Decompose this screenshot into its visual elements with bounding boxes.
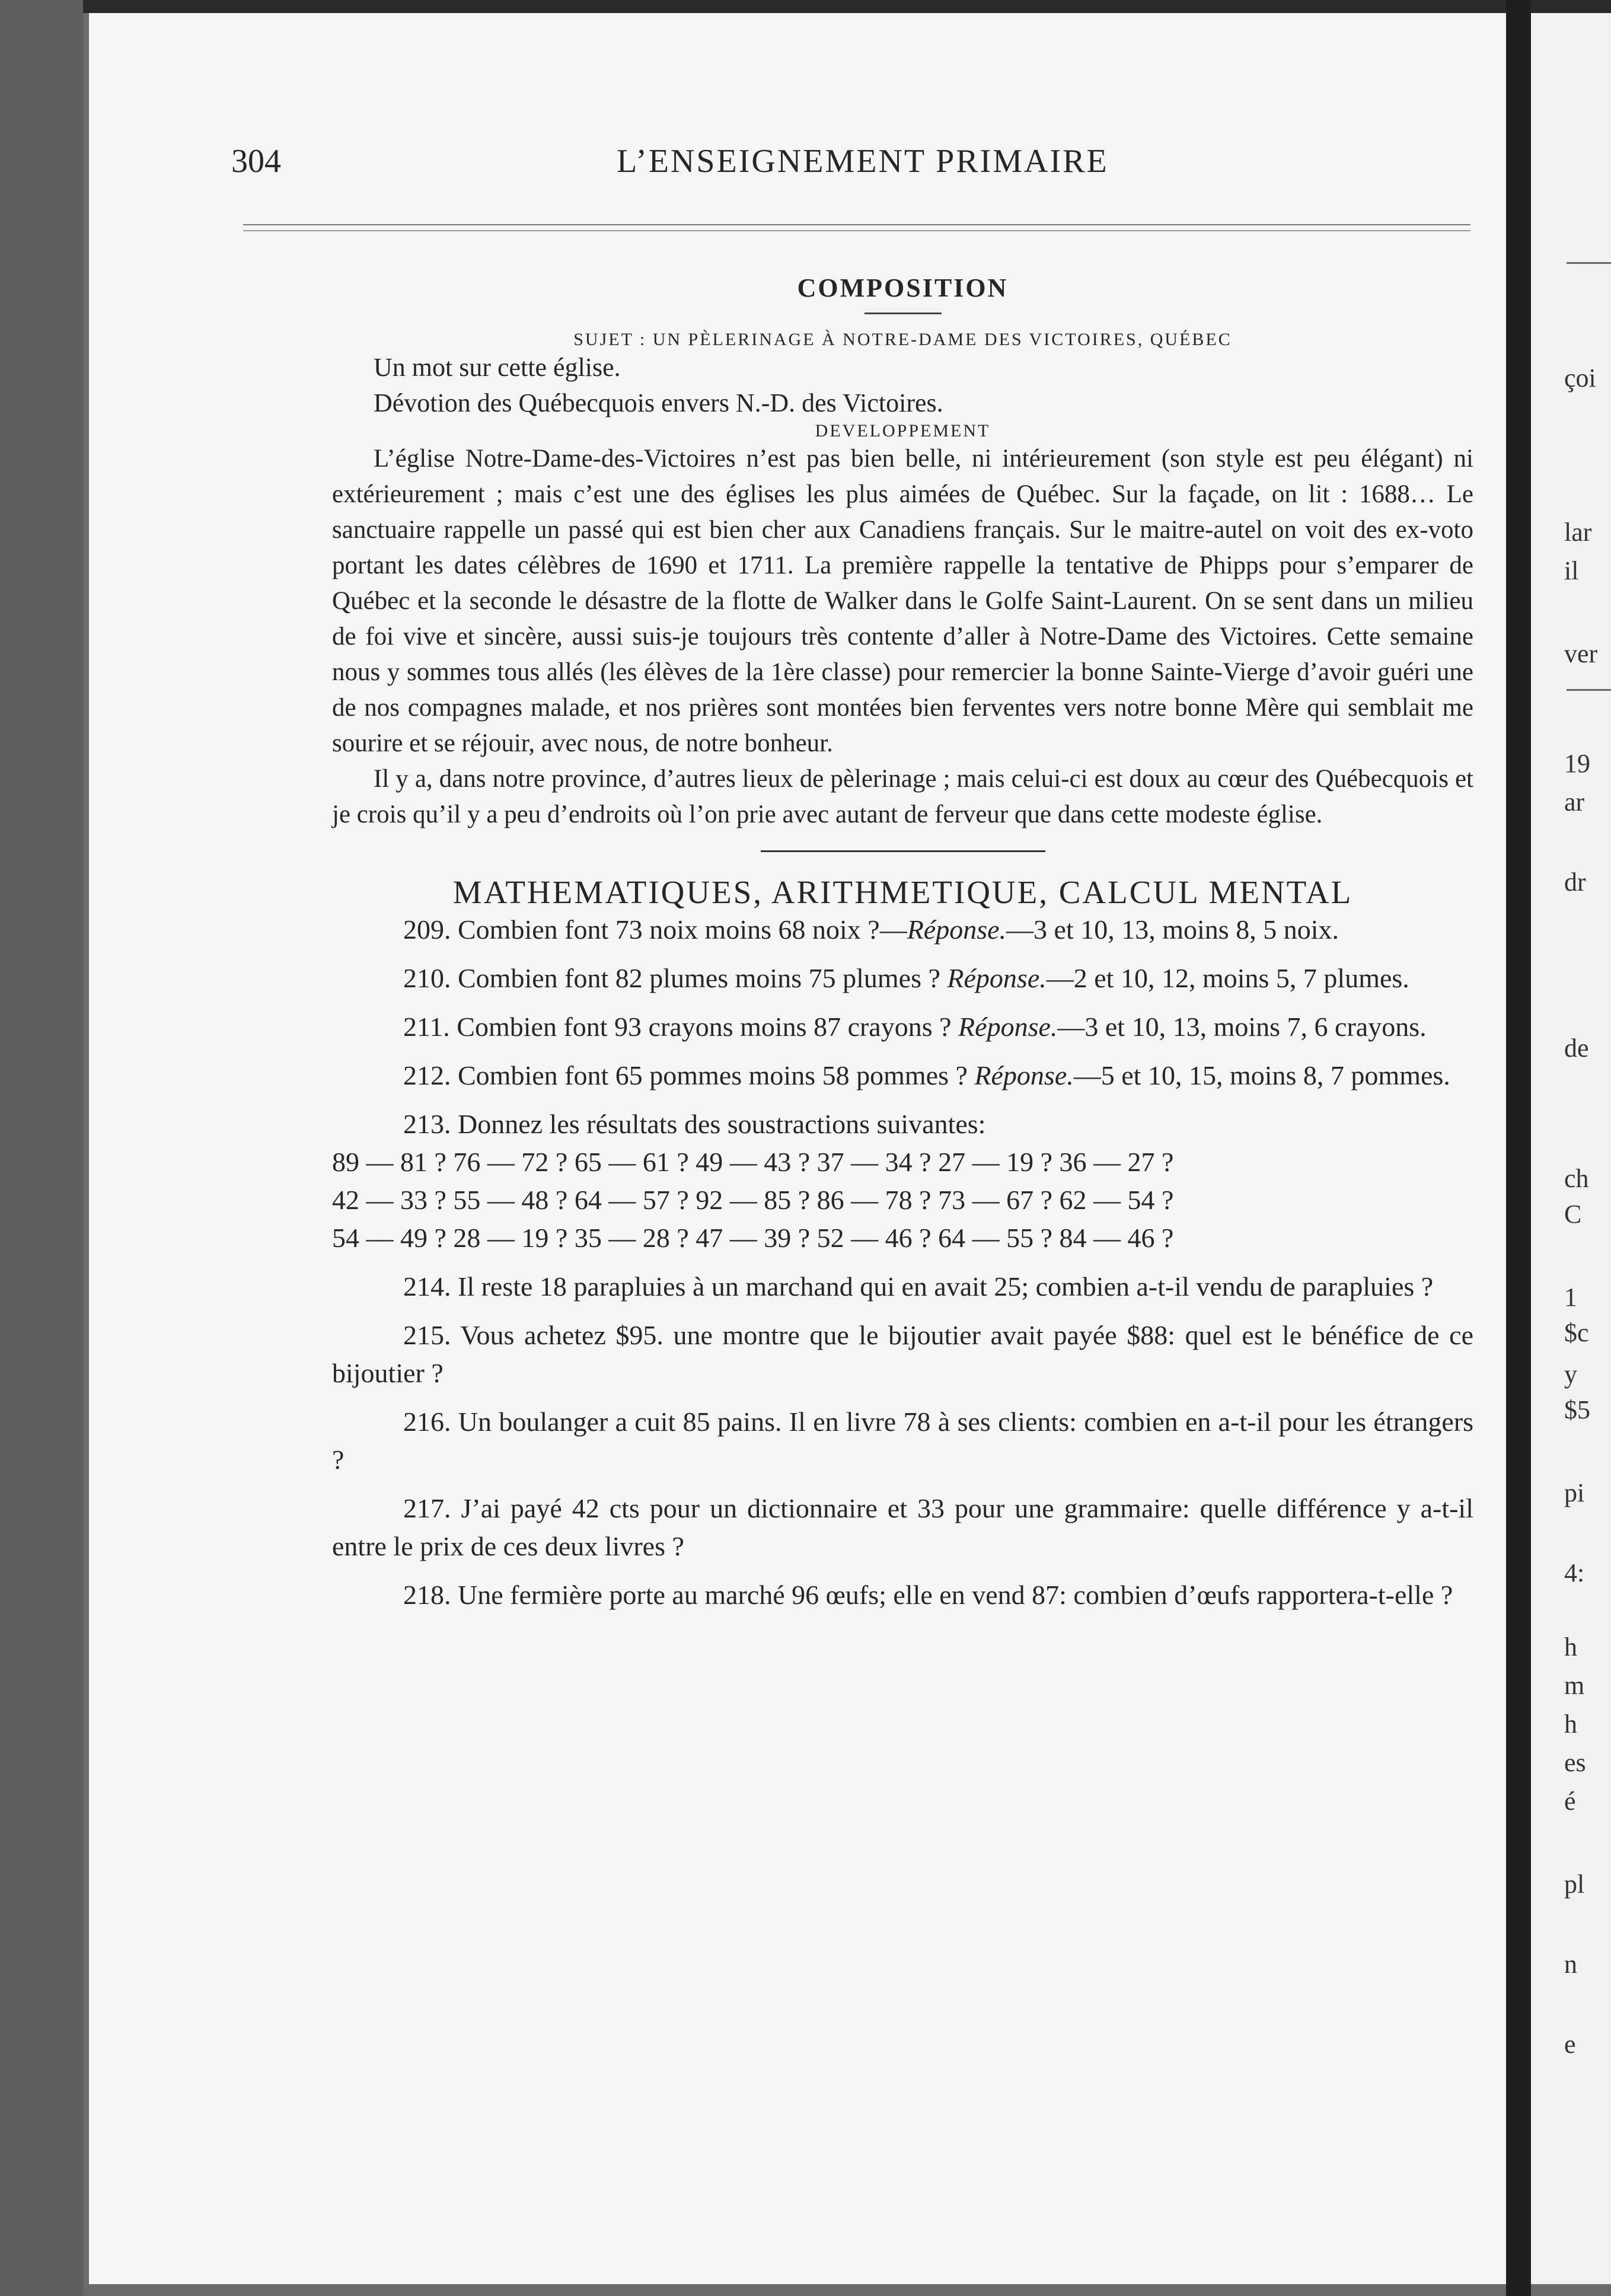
problem: 214. Il reste 18 parapluies à un marchand qui en avait 25; combien a-t-il vendu de parapluies ? — [403, 1271, 1434, 1302]
problem: 218. Une fermière porte au marché 96 œufs; elle en vend 87: combien d’œufs rapportera-t-elle ? — [403, 1580, 1453, 1610]
problem-text: 211. Combien font 93 crayons moins 87 crayons ? — [403, 1012, 959, 1042]
facing-fragment: C — [1564, 1200, 1582, 1229]
subtraction-line: 42 — 33 ? 55 — 48 ? 64 — 57 ? 92 — 85 ? 86 — 78 ? 73 — 67 ? 62 — 54 ? — [332, 1185, 1174, 1215]
section-title: MATHEMATIQUES, ARITHMETIQUE, CALCUL MENTAL — [452, 874, 1353, 910]
section-divider — [761, 850, 1045, 852]
facing-fragment: m — [1564, 1671, 1585, 1700]
problem-answer: —3 et 10, 13, moins 7, 6 crayons. — [1057, 1012, 1427, 1042]
problem-text: 210. Combien font 82 plumes moins 75 plumes ? — [403, 963, 948, 993]
outline-item: Un mot sur cette église. — [374, 353, 621, 382]
facing-fragment: dr — [1564, 868, 1586, 897]
section-title: COMPOSITION — [797, 273, 1009, 302]
facing-fragment: pi — [1564, 1478, 1585, 1507]
page-number: 304 — [231, 143, 281, 180]
facing-fragment: ar — [1564, 787, 1585, 817]
facing-fragment: $c — [1564, 1318, 1589, 1347]
problem — [332, 1008, 1473, 1046]
scan-border — [0, 0, 1611, 13]
problem-intro: 213. Donnez les résultats des soustractions suivantes: — [403, 1109, 986, 1139]
answer-label: Réponse. — [947, 963, 1047, 993]
facing-rule — [1567, 689, 1611, 691]
facing-fragment: 1 — [1564, 1283, 1577, 1312]
problem: 215. Vous achetez $95. une montre que le bijoutier avait payée $88: quel est le bénéfice de ce bijoutier ? — [332, 1320, 1473, 1388]
answer-label: Réponse. — [907, 914, 1007, 945]
development-title: DEVELOPPEMENT — [815, 421, 991, 441]
scan-margin — [0, 0, 83, 2296]
problem — [332, 911, 1473, 949]
facing-fragment: h — [1564, 1632, 1577, 1662]
facing-fragment: y — [1564, 1360, 1577, 1389]
problem-text: 209. Combien font 73 noix moins 68 noix ?— — [403, 914, 907, 945]
facing-fragment: ver — [1564, 639, 1598, 668]
facing-fragment: h — [1564, 1710, 1577, 1739]
composition-paragraph: Il y a, dans notre province, d’autres lieux de pèlerinage ; mais celui-ci est doux au cœur des Québecquois et je crois qu’il y a peu d’endroits où l’on prie avec autant de ferveur que dans cette modeste église. — [332, 765, 1473, 828]
title-rule — [864, 312, 942, 314]
subtraction-line: 89 — 81 ? 76 — 72 ? 65 — 61 ? 49 — 43 ? 37 — 34 ? 27 — 19 ? 36 — 27 ? — [332, 1147, 1174, 1177]
subtraction-line: 54 — 49 ? 28 — 19 ? 35 — 28 ? 47 — 39 ? 52 — 46 ? 64 — 55 ? 84 — 46 ? — [332, 1223, 1174, 1253]
problem-answer: —2 et 10, 12, moins 5, 7 plumes. — [1046, 963, 1409, 993]
facing-fragment: é — [1564, 1787, 1576, 1816]
facing-fragment: çoi — [1564, 363, 1596, 393]
running-title: L’ENSEIGNEMENT PRIMAIRE — [617, 143, 1109, 180]
facing-fragment: il — [1564, 556, 1579, 585]
facing-fragment: lar — [1564, 518, 1592, 547]
answer-label: Réponse. — [974, 1060, 1074, 1090]
facing-fragment: $5 — [1564, 1395, 1590, 1424]
problem-answer: —5 et 10, 15, moins 8, 7 pommes. — [1073, 1060, 1450, 1090]
facing-fragment: n — [1564, 1950, 1577, 1979]
header-rule — [243, 224, 1470, 231]
facing-fragment: de — [1564, 1034, 1589, 1063]
answer-label: Réponse. — [958, 1012, 1058, 1042]
facing-fragment: pl — [1564, 1870, 1585, 1899]
problem-text: 212. Combien font 65 pommes moins 58 pommes ? — [403, 1060, 975, 1090]
composition-section — [332, 273, 1473, 833]
outline-item: Dévotion des Québecquois envers N.-D. des Victoires. — [374, 388, 943, 417]
facing-fragment: 19 — [1564, 749, 1590, 778]
facing-fragment: e — [1564, 2030, 1576, 2059]
composition-paragraph: L’église Notre-Dame-des-Victoires n’est pas bien belle, ni intérieurement (son style est peu élégant) ni extérieurement ; mais c’est une des églises les plus aimées de Québec. Sur la façade, on lit : 1688… Le sanctuaire rappelle un passé qui est bien cher aux Canadiens français. Sur le maitre-autel on voit des ex-voto portant les dates célèbres de 1690 et 1711. La première rappelle la tentative de Phipps pour s’emparer de Québec et la seconde le désastre de la flotte de Walker dans le Golfe Saint-Laurent. On se sent dans un milieu de foi vive et sincère, aussi suis-je toujours très contente d’aller à Notre-Dame des Victoires. Cette semaine nous y sommes tous allés (les élèves de la 1ère classe) pour remercier la bonne Sainte-Vierge d’avoir guéri une de nos compagnes malade, et nos prières sont montées bien ferventes vers notre bonne Mère qui semblait me sourire et se réjouir, avec nous, de notre bonheur. — [332, 445, 1473, 757]
facing-fragment: ch — [1564, 1164, 1589, 1193]
math-section — [332, 873, 1473, 1614]
problem-answer: —3 et 10, 13, moins 8, 5 noix. — [1006, 914, 1339, 945]
facing-page-edge — [1531, 13, 1611, 2284]
problem — [332, 959, 1473, 997]
facing-rule — [1567, 262, 1611, 264]
subtraction-list — [332, 1143, 1473, 1257]
facing-fragment: es — [1564, 1748, 1586, 1777]
problem — [332, 1057, 1473, 1095]
facing-fragment: 4: — [1564, 1558, 1585, 1587]
subject-line: SUJET : UN PÈLERINAGE À NOTRE-DAME DES VICTOIRES, QUÉBEC — [573, 330, 1232, 349]
problem: 217. J’ai payé 42 cts pour un dictionnaire et 33 pour une grammaire: quelle différence y a-t-il entre le prix de ces deux livres ? — [332, 1493, 1473, 1561]
book-gutter — [1506, 0, 1531, 2296]
running-header — [231, 142, 1476, 184]
problem: 216. Un boulanger a cuit 85 pains. Il en livre 78 à ses clients: combien en a-t-il pour les étrangers ? — [332, 1407, 1473, 1475]
page-content — [332, 273, 1473, 1625]
